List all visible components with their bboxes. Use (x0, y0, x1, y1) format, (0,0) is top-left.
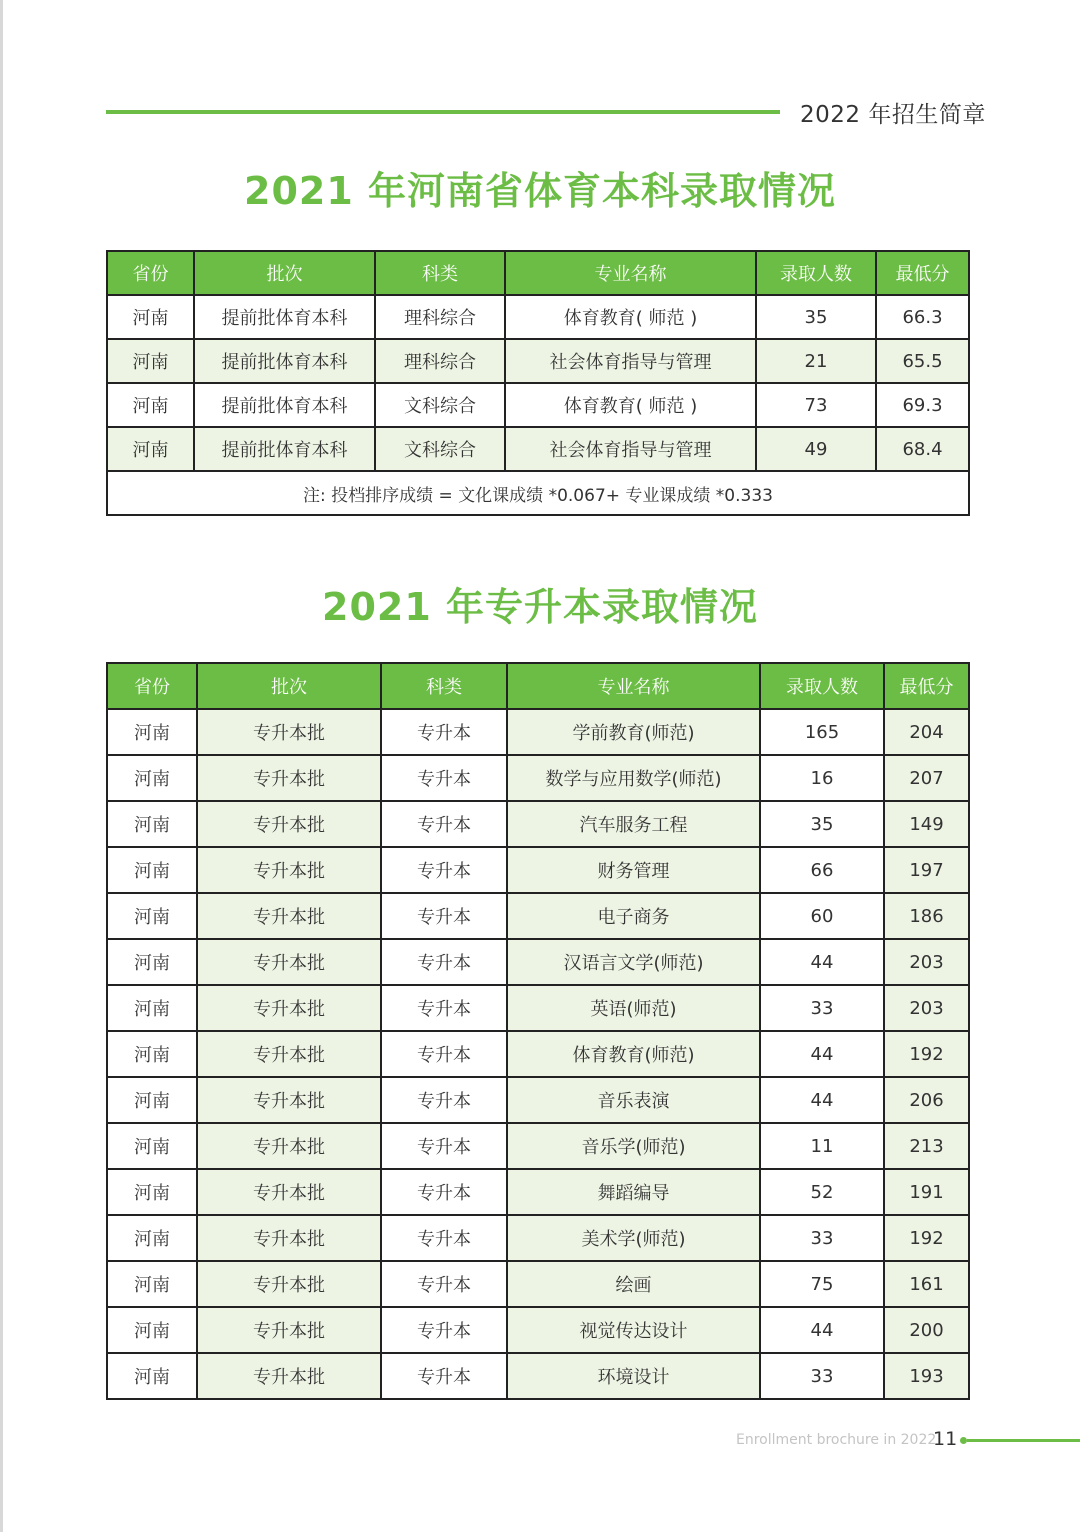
column-header: 最低分 (876, 251, 969, 295)
table-cell: 河南 (107, 1307, 197, 1353)
table-row (107, 1123, 969, 1169)
table-cell: 提前批体育本科 (194, 383, 375, 427)
table-cell: 环境设计 (507, 1353, 760, 1399)
table-cell: 192 (884, 1215, 969, 1261)
table-row (107, 709, 969, 755)
table-cell: 60 (760, 893, 884, 939)
table-cell: 河南 (107, 383, 194, 427)
table-cell: 河南 (107, 1169, 197, 1215)
table-cell: 49 (756, 427, 876, 471)
table-cell: 音乐学(师范) (507, 1123, 760, 1169)
table-cell: 文科综合 (375, 427, 505, 471)
table-cell: 65.5 (876, 339, 969, 383)
table-row (107, 1031, 969, 1077)
table-cell: 河南 (107, 295, 194, 339)
table-row (107, 1169, 969, 1215)
note-row (107, 471, 969, 515)
table-cell: 专升本批 (197, 1169, 381, 1215)
table-cell: 203 (884, 939, 969, 985)
table-cell: 英语(师范) (507, 985, 760, 1031)
table-row (107, 427, 969, 471)
table-cell: 专升本批 (197, 893, 381, 939)
table-row (107, 383, 969, 427)
table-cell: 舞蹈编导 (507, 1169, 760, 1215)
table-cell: 专升本批 (197, 1123, 381, 1169)
table-cell: 66 (760, 847, 884, 893)
column-header: 批次 (194, 251, 375, 295)
table-cell: 专升本 (381, 755, 507, 801)
table-cell: 河南 (107, 801, 197, 847)
column-header: 批次 (197, 663, 381, 709)
table-cell: 专升本批 (197, 985, 381, 1031)
table-cell: 绘画 (507, 1261, 760, 1307)
table-row (107, 801, 969, 847)
table-cell: 专升本批 (197, 1353, 381, 1399)
table-cell: 河南 (107, 939, 197, 985)
table-cell: 河南 (107, 847, 197, 893)
table-cell: 11 (760, 1123, 884, 1169)
column-header: 科类 (381, 663, 507, 709)
table-cell: 专升本 (381, 1077, 507, 1123)
sports-admission-table (106, 250, 970, 516)
table-cell: 学前教育(师范) (507, 709, 760, 755)
table-cell: 财务管理 (507, 847, 760, 893)
table-cell: 33 (760, 985, 884, 1031)
table-cell: 理科综合 (375, 339, 505, 383)
column-header: 科类 (375, 251, 505, 295)
table-row (107, 893, 969, 939)
table-cell: 35 (760, 801, 884, 847)
table-cell: 河南 (107, 893, 197, 939)
table-cell: 河南 (107, 1077, 197, 1123)
table-cell: 专升本 (381, 801, 507, 847)
table-cell: 专升本批 (197, 1031, 381, 1077)
table-cell: 专升本 (381, 1215, 507, 1261)
table-cell: 体育教育( 师范 ) (505, 383, 756, 427)
section-title-sports: 2021 年河南省体育本科录取情况 (244, 169, 836, 213)
table-cell: 理科综合 (375, 295, 505, 339)
table-cell: 提前批体育本科 (194, 339, 375, 383)
table-cell: 数学与应用数学(师范) (507, 755, 760, 801)
table-cell: 204 (884, 709, 969, 755)
table-row (107, 1077, 969, 1123)
table-cell: 200 (884, 1307, 969, 1353)
table-cell: 文科综合 (375, 383, 505, 427)
table-cell: 44 (760, 1077, 884, 1123)
table-cell: 河南 (107, 1031, 197, 1077)
table-cell: 149 (884, 801, 969, 847)
table-note: 注: 投档排序成绩 = 文化课成绩 *0.067+ 专业课成绩 *0.333 (107, 471, 969, 515)
header-title: 2022 年招生简章 (800, 102, 986, 128)
table-row (107, 847, 969, 893)
table-cell: 专升本 (381, 893, 507, 939)
table-cell: 165 (760, 709, 884, 755)
table-cell: 社会体育指导与管理 (505, 339, 756, 383)
page-edge (0, 0, 3, 1532)
table-cell: 206 (884, 1077, 969, 1123)
table-cell: 68.4 (876, 427, 969, 471)
table-cell: 专升本 (381, 1031, 507, 1077)
footer-caption: Enrollment brochure in 2022 (736, 1432, 937, 1448)
table-cell: 69.3 (876, 383, 969, 427)
table-cell: 河南 (107, 985, 197, 1031)
table-cell: 33 (760, 1215, 884, 1261)
table-cell: 河南 (107, 709, 197, 755)
table-cell: 35 (756, 295, 876, 339)
table-cell: 21 (756, 339, 876, 383)
table-cell: 16 (760, 755, 884, 801)
table-cell: 美术学(师范) (507, 1215, 760, 1261)
table-header-row (107, 663, 969, 709)
table-row (107, 939, 969, 985)
table-cell: 提前批体育本科 (194, 427, 375, 471)
table-cell: 专升本批 (197, 1215, 381, 1261)
header-rule (106, 110, 780, 114)
column-header: 省份 (107, 251, 194, 295)
column-header: 专业名称 (505, 251, 756, 295)
table-row (107, 985, 969, 1031)
table-cell: 专升本批 (197, 1307, 381, 1353)
table-cell: 河南 (107, 1215, 197, 1261)
table-cell: 专升本 (381, 939, 507, 985)
table-cell: 专升本 (381, 1123, 507, 1169)
column-header: 录取人数 (760, 663, 884, 709)
table-row (107, 1353, 969, 1399)
table-header-row (107, 251, 969, 295)
table-row (107, 1307, 969, 1353)
table-cell: 提前批体育本科 (194, 295, 375, 339)
section-title-upgrade: 2021 年专升本录取情况 (322, 585, 758, 629)
table-cell: 汽车服务工程 (507, 801, 760, 847)
table-cell: 专升本批 (197, 939, 381, 985)
table-cell: 专升本 (381, 1261, 507, 1307)
page-number: 11 (933, 1428, 958, 1450)
table-cell: 197 (884, 847, 969, 893)
upgrade-admission-table (106, 662, 970, 1400)
table-cell: 52 (760, 1169, 884, 1215)
table-cell: 专升本批 (197, 755, 381, 801)
column-header: 省份 (107, 663, 197, 709)
table-cell: 186 (884, 893, 969, 939)
table-cell: 河南 (107, 1353, 197, 1399)
table-cell: 河南 (107, 427, 194, 471)
column-header: 录取人数 (756, 251, 876, 295)
table-cell: 音乐表演 (507, 1077, 760, 1123)
table-cell: 河南 (107, 1261, 197, 1307)
table-cell: 73 (756, 383, 876, 427)
table-cell: 专升本 (381, 985, 507, 1031)
table-cell: 汉语言文学(师范) (507, 939, 760, 985)
table-cell: 203 (884, 985, 969, 1031)
table-row (107, 755, 969, 801)
table-row (107, 295, 969, 339)
column-header: 最低分 (884, 663, 969, 709)
table-cell: 44 (760, 1031, 884, 1077)
table-cell: 专升本 (381, 1169, 507, 1215)
table-cell: 161 (884, 1261, 969, 1307)
table-cell: 66.3 (876, 295, 969, 339)
table-cell: 193 (884, 1353, 969, 1399)
table-cell: 视觉传达设计 (507, 1307, 760, 1353)
table-cell: 专升本 (381, 1353, 507, 1399)
table-cell: 专升本 (381, 709, 507, 755)
table-cell: 体育教育( 师范 ) (505, 295, 756, 339)
table-cell: 河南 (107, 1123, 197, 1169)
table-row (107, 339, 969, 383)
table-cell: 电子商务 (507, 893, 760, 939)
table-cell: 专升本 (381, 847, 507, 893)
footer-rule (967, 1439, 1080, 1442)
column-header: 专业名称 (507, 663, 760, 709)
table-row (107, 1261, 969, 1307)
table-cell: 44 (760, 1307, 884, 1353)
table-cell: 33 (760, 1353, 884, 1399)
table-cell: 专升本批 (197, 801, 381, 847)
table-cell: 192 (884, 1031, 969, 1077)
table-cell: 213 (884, 1123, 969, 1169)
table-cell: 44 (760, 939, 884, 985)
table-cell: 河南 (107, 755, 197, 801)
table-cell: 专升本批 (197, 1077, 381, 1123)
table-row (107, 1215, 969, 1261)
table-cell: 专升本批 (197, 1261, 381, 1307)
table-cell: 专升本批 (197, 847, 381, 893)
table-cell: 75 (760, 1261, 884, 1307)
table-cell: 体育教育(师范) (507, 1031, 760, 1077)
table-cell: 河南 (107, 339, 194, 383)
table-cell: 专升本批 (197, 709, 381, 755)
table-cell: 207 (884, 755, 969, 801)
footer-dot (960, 1437, 967, 1444)
table-cell: 社会体育指导与管理 (505, 427, 756, 471)
table-cell: 191 (884, 1169, 969, 1215)
table-cell: 专升本 (381, 1307, 507, 1353)
